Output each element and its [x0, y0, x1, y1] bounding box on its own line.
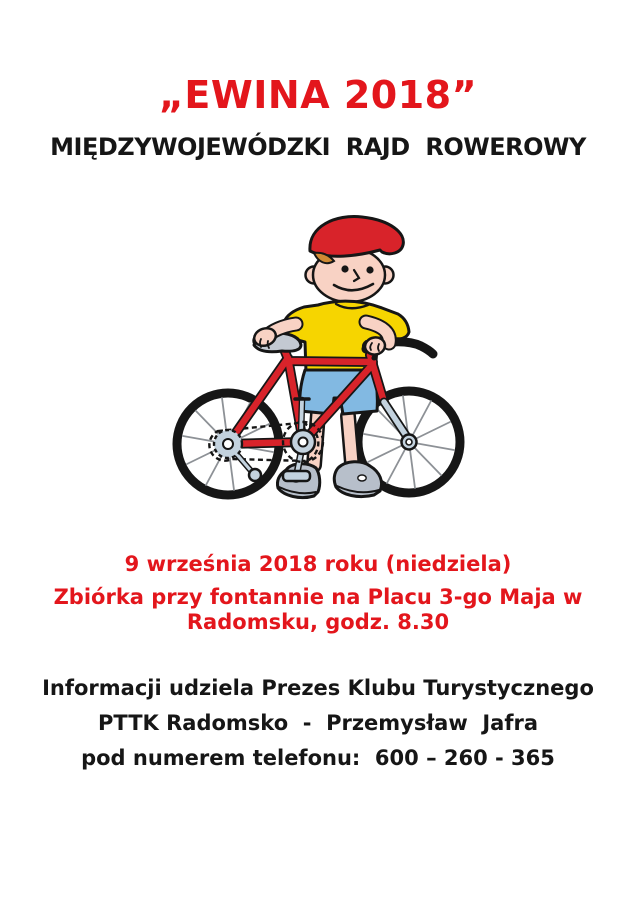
contact-line-3: pod numerem telefonu: 600 – 260 - 365	[81, 746, 555, 770]
event-info	[0, 551, 636, 635]
meeting-place-line-2: Radomsku, godz. 8.30	[186, 610, 450, 634]
poster-title: „EWINA 2018”	[158, 73, 478, 117]
boy-helmet	[310, 217, 403, 257]
boy-with-bicycle-illustration	[168, 212, 468, 507]
poster-subtitle: MIĘDZYWOJEWÓDZKI RAJD ROWEROWY	[50, 133, 586, 161]
contact-line-2: PTTK Radomsko - Przemysław Jafra	[98, 711, 538, 735]
meeting-place-line-1: Zbiórka przy fontannie na Placu 3-go Maja w	[53, 585, 583, 609]
contact-info	[0, 677, 636, 769]
boy-with-bicycle-svg	[168, 212, 468, 507]
contact-line-1: Informacji udziela Prezes Klubu Turystycznego	[42, 676, 594, 700]
boy-eye-left	[341, 265, 348, 272]
event-date: 9 września 2018 roku (niedziela)	[124, 552, 512, 576]
boy-eye-right	[366, 266, 373, 273]
